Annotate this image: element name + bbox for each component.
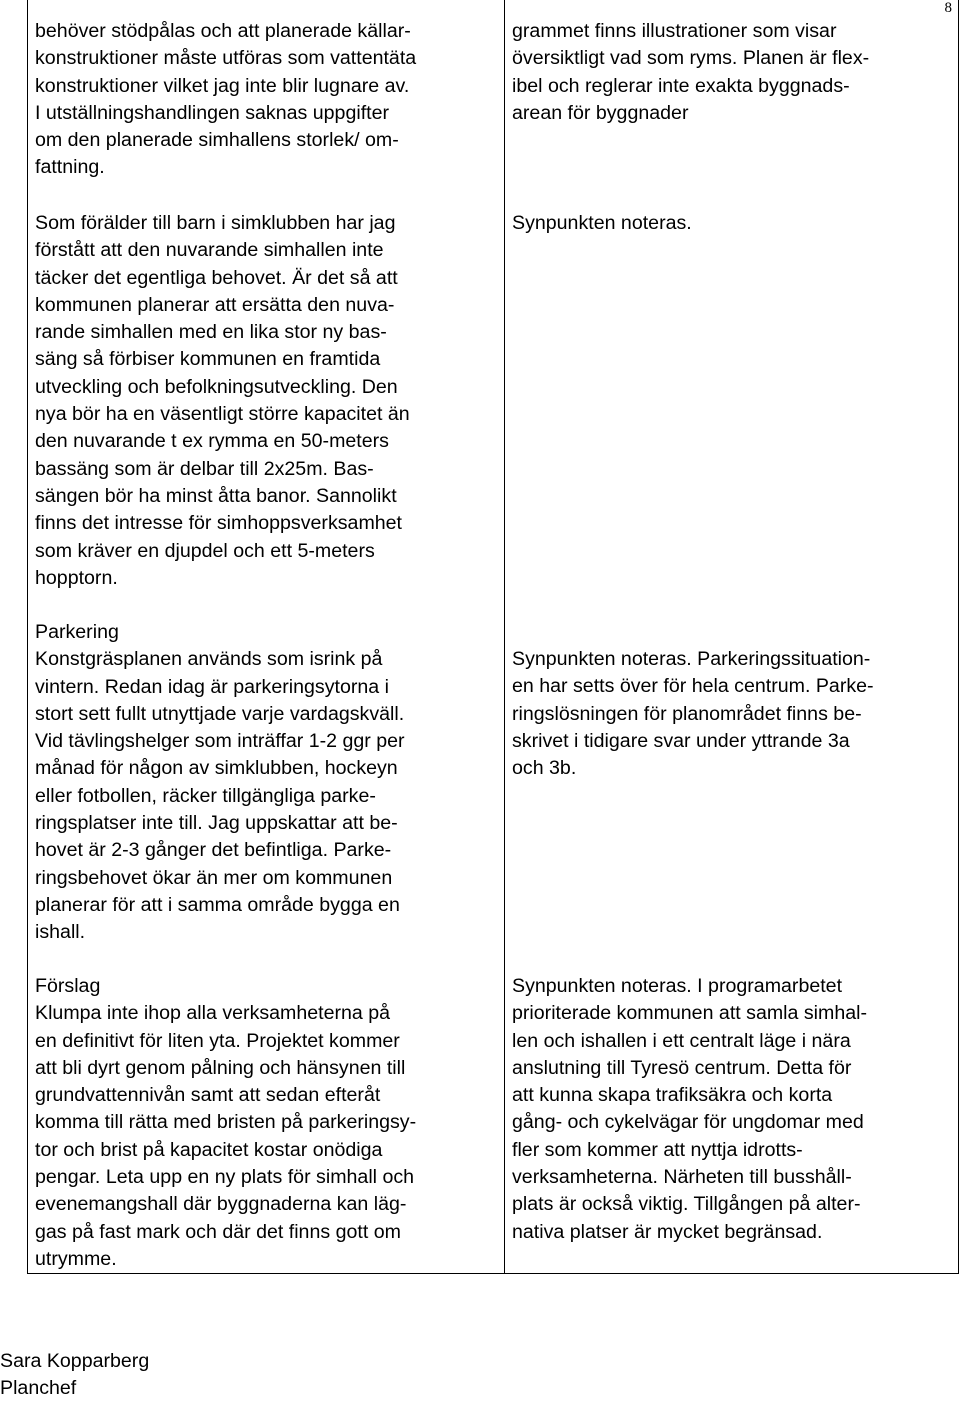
- text-line: gång- och cykelvägar för ungdomar med: [512, 1111, 864, 1134]
- text-line: Vid tävlingshelger som inträffar 1-2 ggr per: [35, 730, 405, 753]
- text-line: nativa platser är mycket begränsad.: [512, 1220, 823, 1243]
- text-line: anslutning till Tyresö centrum. Detta för: [512, 1056, 852, 1079]
- text-line: en definitivt för liten yta. Projektet kommer: [35, 1029, 400, 1052]
- left-block-4: [35, 973, 495, 1273]
- text-line: konstruktioner vilket jag inte blir lugnare av.: [35, 74, 410, 97]
- text-line: grundvattennivån samt att sedan efteråt: [35, 1084, 381, 1107]
- text-line: Synpunkten noteras. I programarbetet: [512, 975, 843, 997]
- text-line: Konstgräsplanen används som isrink på: [35, 648, 383, 671]
- text-line: och 3b.: [512, 757, 577, 780]
- text-line: I utställningshandlingen saknas uppgifter: [35, 101, 390, 124]
- text-line: rande simhallen med en lika stor ny bas-: [35, 321, 387, 344]
- text-line: månad för någon av simklubben, hockeyn: [35, 757, 398, 780]
- right-block-3: [512, 646, 952, 782]
- signature-name: Sara Kopparberg: [0, 1350, 150, 1372]
- section-heading-forslag: Förslag: [35, 975, 101, 997]
- text-line: ringsbehovet ökar än mer om kommunen: [35, 866, 393, 889]
- text-line: ishall.: [35, 921, 86, 944]
- text-line: komma till rätta med bristen på parkeringsy-: [35, 1111, 417, 1134]
- text-line: den nuvarande t ex rymma en 50-meters: [35, 430, 389, 453]
- text-line: finns det intresse för simhoppsverksamhet: [35, 512, 403, 535]
- left-block-1: [35, 18, 495, 182]
- text-line: utrymme.: [35, 1247, 117, 1270]
- left-block-2: [35, 210, 495, 592]
- text-line: en har setts över för hela centrum. Parke-: [512, 675, 874, 698]
- text-line: sängen bör ha minst åtta banor. Sannolikt: [35, 484, 397, 507]
- text-line: gas på fast mark och där det finns gott om: [35, 1220, 401, 1243]
- text-line: ibel och reglerar inte exakta byggnads-: [512, 74, 850, 97]
- text-line: utveckling och befolkningsutveckling. Den: [35, 375, 398, 398]
- text-line: förstått att den nuvarande simhallen inte: [35, 239, 384, 262]
- text-line: täcker det egentliga behovet. Är det så att: [35, 266, 398, 289]
- text-line: att bli dyrt genom pålning och hänsynen till: [35, 1056, 406, 1079]
- text-line: säng så förbiser kommunen en framtida: [35, 348, 381, 371]
- text-line: behöver stödpålas och att planerade källar-: [35, 20, 411, 42]
- page-number: 8: [944, 0, 952, 16]
- text-line: Synpunkten noteras. Parkeringssituation-: [512, 648, 871, 670]
- text-line: ringslösningen för planområdet finns be-: [512, 702, 862, 725]
- column-divider: [504, 0, 505, 1274]
- right-block-2: [512, 210, 952, 237]
- text-line: prioriterade kommunen att samla simhal-: [512, 1002, 868, 1025]
- text-line: planerar för att i samma område bygga en: [35, 893, 400, 916]
- text-line: fattning.: [35, 156, 105, 179]
- text-line: bassäng som är delbar till 2x25m. Bas-: [35, 457, 374, 480]
- text-line: skrivet i tidigare svar under yttrande 3a: [512, 729, 850, 752]
- text-line: om den planerade simhallens storlek/ om-: [35, 129, 399, 152]
- text-line: plats är också viktig. Tillgången på alter-: [512, 1193, 861, 1216]
- text-line: vintern. Redan idag är parkeringsytorna i: [35, 675, 389, 698]
- right-block-1: [512, 18, 952, 127]
- text-line: pengar. Leta upp en ny plats för simhall och: [35, 1166, 415, 1189]
- text-line: eller fotbollen, räcker tillgängliga parke-: [35, 784, 376, 807]
- text-line: konstruktioner måste utföras som vattentäta: [35, 47, 417, 70]
- text-line: hovet är 2-3 gånger det befintliga. Parke-: [35, 839, 392, 862]
- left-block-3: [35, 619, 495, 947]
- text-line: Som förälder till barn i simklubben har jag: [35, 212, 396, 234]
- signature-title: Planchef: [0, 1377, 77, 1400]
- text-line: Klumpa inte ihop alla verksamheterna på: [35, 1002, 391, 1025]
- text-line: len och ishallen i ett centralt läge i nära: [512, 1029, 851, 1052]
- text-line: evenemangshall där byggnaderna kan läg-: [35, 1193, 407, 1216]
- section-heading-parkering: Parkering: [35, 621, 119, 643]
- text-line: nya bör ha en väsentligt större kapacitet än: [35, 403, 410, 426]
- text-line: verksamheterna. Närheten till busshåll-: [512, 1166, 852, 1189]
- text-line: hopptorn.: [35, 566, 118, 589]
- text-line: stort sett fullt utnyttjade varje vardagskväll.: [35, 702, 405, 725]
- text-line: grammet finns illustrationer som visar: [512, 20, 837, 42]
- text-line: Synpunkten noteras.: [512, 212, 692, 234]
- signature-block: [0, 1348, 149, 1403]
- text-line: fler som kommer att nyttja idrotts-: [512, 1138, 803, 1161]
- text-line: kommunen planerar att ersätta den nuva-: [35, 293, 395, 316]
- text-line: som kräver en djupdel och ett 5-meters: [35, 539, 375, 562]
- text-line: arean för byggnader: [512, 101, 689, 124]
- right-block-4: [512, 973, 952, 1246]
- text-line: översiktligt vad som ryms. Planen är flex-: [512, 47, 870, 70]
- text-line: tor och brist på kapacitet kostar onödiga: [35, 1138, 383, 1161]
- text-line: ringsplatser inte till. Jag uppskattar att be-: [35, 812, 398, 835]
- text-line: att kunna skapa trafiksäkra och korta: [512, 1084, 833, 1107]
